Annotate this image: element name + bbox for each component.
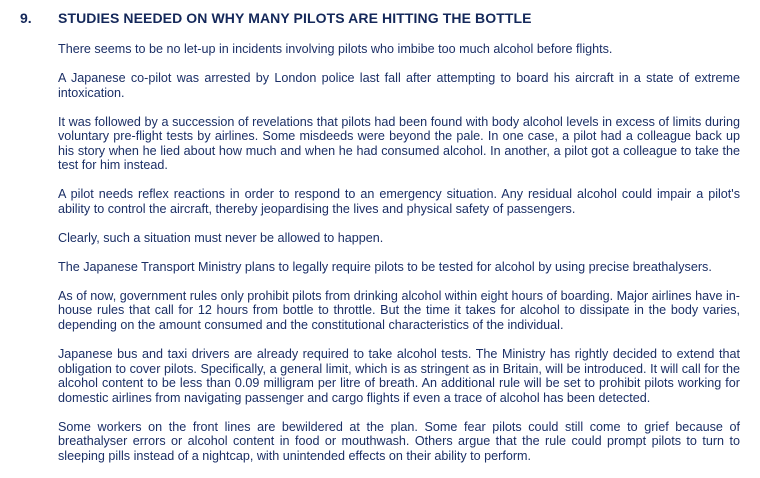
paragraph: Some workers on the front lines are bewildered at the plan. Some fear pilots could still come to grief because of breathalyser errors or alcohol content in food or mouthwash. Others argue that the rule could prompt pilots to turn to sleeping pills instead of a nightcap, with unintended effects on their ability to perform. [58, 419, 740, 463]
paragraph: As of now, government rules only prohibit pilots from drinking alcohol within eight hours of boarding. Major airlines have in-house rules that call for 12 hours from bottle to throttle. But the time it takes for alcohol to dissipate in the body varies, depending on the amount consumed and the constitutional characteristics of the individual. [58, 288, 740, 333]
section-number: 9. [20, 10, 32, 26]
paragraph: It was followed by a succession of revelations that pilots had been found with body alcohol levels in excess of limits during voluntary pre-flight tests by airlines. Some misdeeds were beyond the pale. In one case, a pilot had a colleague back up his story when he lied about how much and when he had consumed alcohol. In another, a pilot got a colleague to take the test for him instead. [58, 114, 740, 173]
paragraph: A pilot needs reflex reactions in order to respond to an emergency situation. Any residual alcohol could impair a pilot's ability to control the aircraft, thereby jeopardising the lives and physical safety of passengers. [58, 187, 740, 216]
paragraph: Japanese bus and taxi drivers are already required to take alcohol tests. The Ministry has rightly decided to extend that obligation to cover pilots. Specifically, a general limit, which is as stringent as in Britain, will be introduced. It will call for the alcohol content to be less than 0.09 milligram per litre of breath. An additional rule will be set to prohibit pilots working for domestic airlines from navigating passenger and cargo flights if even a trace of alcohol has been detected. [58, 347, 740, 405]
paragraph: There seems to be no let-up in incidents involving pilots who imbibe too much alcohol before flights. [58, 42, 613, 56]
section-title: STUDIES NEEDED ON WHY MANY PILOTS ARE HITTING THE BOTTLE [58, 10, 532, 26]
paragraph: The Japanese Transport Ministry plans to legally require pilots to be tested for alcohol by using precise breathalysers. [58, 259, 712, 274]
article-body [58, 42, 740, 478]
paragraph: Clearly, such a situation must never be allowed to happen. [58, 230, 384, 245]
paragraph: A Japanese co-pilot was arrested by London police last fall after attempting to board his aircraft in a state of extreme intoxication. [58, 70, 740, 100]
